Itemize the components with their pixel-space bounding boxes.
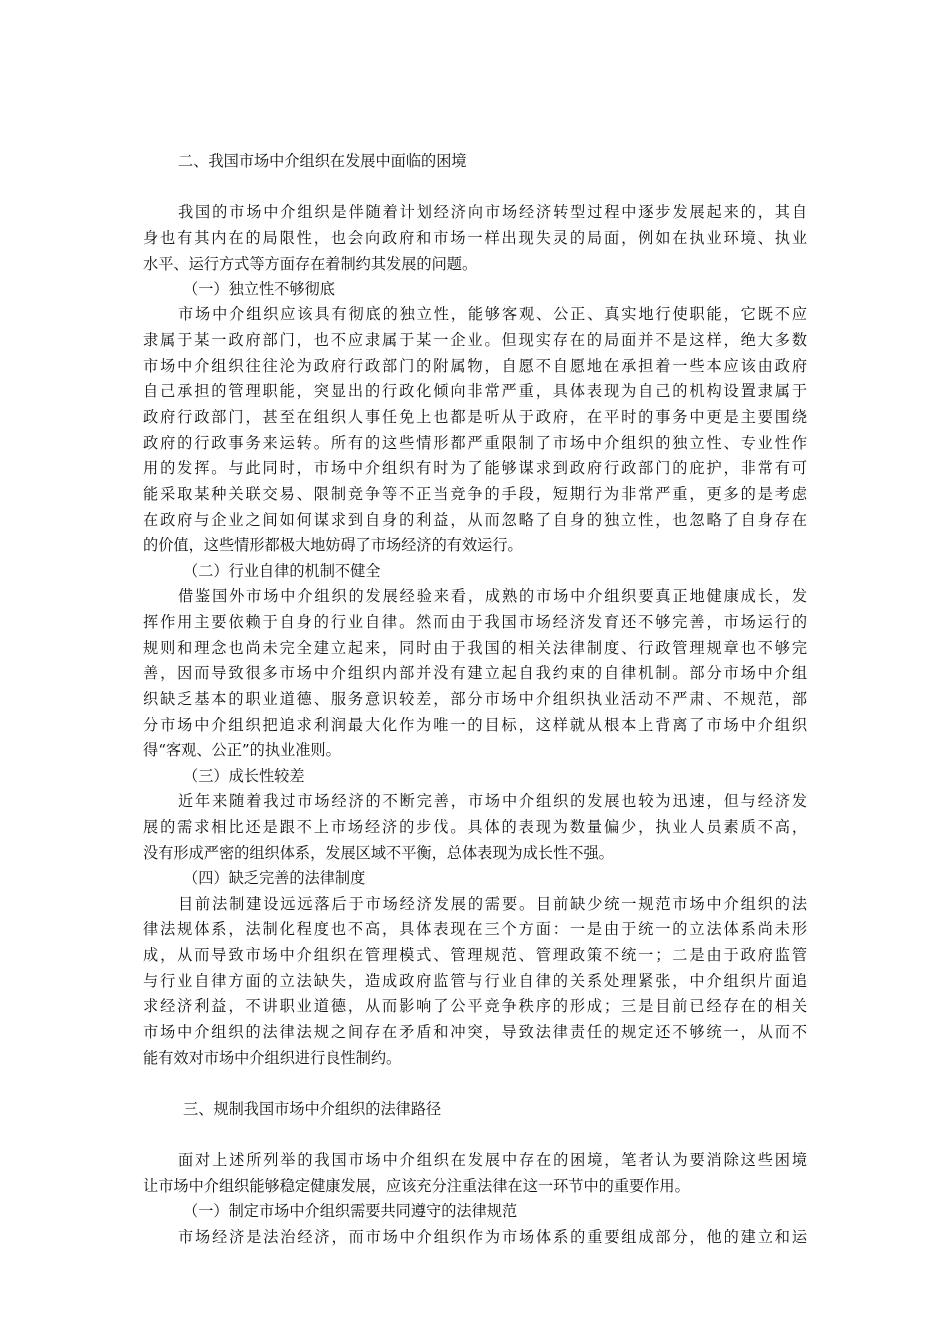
paragraph-line: 能有效对市场中介组织进行良性制约。 (143, 1049, 402, 1067)
paragraph-line: 成，从而导致市场中介组织在管理模式、管理规范、管理政策不统一；二是由于政府监管 (143, 946, 807, 964)
paragraph-line: 自己承担的管理职能，突显出的行政化倾向非常严重，具体表现为自己的机构设置隶属于 (143, 382, 807, 400)
paragraph-line: 得“客观、公正”的执业准则。 (143, 741, 341, 759)
paragraph-line: 用的发挥。与此同时，市场中介组织有时为了能够谋求到政府行政部门的庇护，非常有可 (143, 459, 807, 477)
paragraph-line: 近年来随着我过市场经济的不断完善，市场中介组织的发展也较为迅速，但与经济发 (178, 792, 807, 810)
paragraph-line: 规则和理念也尚未完全建立起来，同时由于我国的相关法律制度、行政管理规章也不够完 (143, 639, 807, 657)
section-heading: 二、我国市场中介组织在发展中面临的困境 (178, 152, 467, 170)
paragraph-line: 借鉴国外市场中介组织的发展经验来看，成熟的市场中介组织要真正地健康成长，发 (178, 587, 807, 605)
paragraph-line: 面对上述所列举的我国市场中介组织在发展中存在的困境，笔者认为要消除这些困境 (178, 1151, 807, 1169)
paragraph-line: 政府行政部门，甚至在组织人事任免上也都是听从于政府，在平时的事务中更是主要围绕 (143, 408, 807, 426)
paragraph-line: 没有形成严密的组织体系，发展区域不平衡，总体表现为成长性不强。 (143, 844, 614, 862)
paragraph-line: 能采取某种关联交易、限制竞争等不正当竞争的手段，短期行为非常严重，更多的是考虑 (143, 485, 807, 503)
subsection-heading: （四）缺乏完善的法律制度 (183, 869, 366, 887)
subsection-heading: （三）成长性较差 (183, 767, 305, 785)
paragraph-line: 市场中介组织往往沦为政府行政部门的附属物，自愿不自愿地在承担着一些本应该由政府 (143, 357, 807, 375)
paragraph-line: 的价值，这些情形都极大地妨碍了市场经济的有效运行。 (143, 536, 523, 554)
paragraph-line: 身也有其内在的局限性，也会向政府和市场一样出现失灵的局面，例如在执业环境、执业 (143, 229, 807, 247)
paragraph-line: 水平、运行方式等方面存在着制约其发展的问题。 (143, 255, 478, 273)
paragraph-line: 与行业自律方面的立法缺失，造成政府监管与行业自律的关系处理紧张，中介组织片面追 (143, 972, 807, 990)
paragraph-line: 让市场中介组织能够稳定健康发展，应该充分注重法律在这一环节中的重要作用。 (143, 1177, 690, 1195)
paragraph-line: 在政府与企业之间如何谋求到自身的利益，从而忽略了自身的独立性，也忽略了自身存在 (143, 511, 807, 529)
subsection-heading: （一）独立性不够彻底 (183, 280, 335, 298)
paragraph-line: 求经济利益，不讲职业道德，从而影响了公平竞争秩序的形成；三是目前已经存在的相关 (143, 997, 807, 1015)
paragraph-line: 律法规体系，法制化程度也不高，具体表现在三个方面：一是由于统一的立法体系尚未形 (143, 920, 807, 938)
paragraph-line: 织缺乏基本的职业道德、服务意识较差，部分市场中介组织执业活动不严肃、不规范，部 (143, 690, 807, 708)
paragraph-line: 挥作用主要依赖于自身的行业自律。然而由于我国市场经济发育还不够完善，市场运行的 (143, 613, 807, 631)
paragraph-line: 展的需求相比还是跟不上市场经济的步伐。具体的表现为数量偏少，执业人员素质不高， (143, 818, 807, 836)
paragraph-line: 市场经济是法治经济，而市场中介组织作为市场体系的重要组成部分，他的建立和运 (178, 1228, 807, 1246)
paragraph-line: 目前法制建设远远落后于市场经济发展的需要。目前缺少统一规范市场中介组织的法 (178, 895, 807, 913)
paragraph-line: 分市场中介组织把追求利润最大化作为唯一的目标，这样就从根本上背离了市场中介组织 (143, 716, 807, 734)
subsection-heading: （二）行业自律的机制不健全 (183, 562, 381, 580)
paragraph-line: 市场中介组织应该具有彻底的独立性，能够客观、公正、真实地行使职能，它既不应 (178, 305, 807, 323)
subsection-heading: （一）制定市场中介组织需要共同遵守的法律规范 (183, 1202, 518, 1220)
section-heading: 三、规制我国市场中介组织的法律路径 (183, 1100, 442, 1118)
paragraph-line: 善，因而导致很多市场中介组织内部并没有建立起自我约束的自律机制。部分市场中介组 (143, 664, 807, 682)
paragraph-line: 政府的行政事务来运转。所有的这些情形都严重限制了市场中介组织的独立性、专业性作 (143, 434, 807, 452)
paragraph-line: 我国的市场中介组织是伴随着计划经济向市场经济转型过程中逐步发展起来的，其自 (178, 203, 807, 221)
paragraph-line: 市场中介组织的法律法规之间存在矛盾和冲突，导致法律责任的规定还不够统一，从而不 (143, 1023, 807, 1041)
paragraph-line: 隶属于某一政府部门，也不应隶属于某一企业。但现实存在的局面并不是这样，绝大多数 (143, 331, 807, 349)
